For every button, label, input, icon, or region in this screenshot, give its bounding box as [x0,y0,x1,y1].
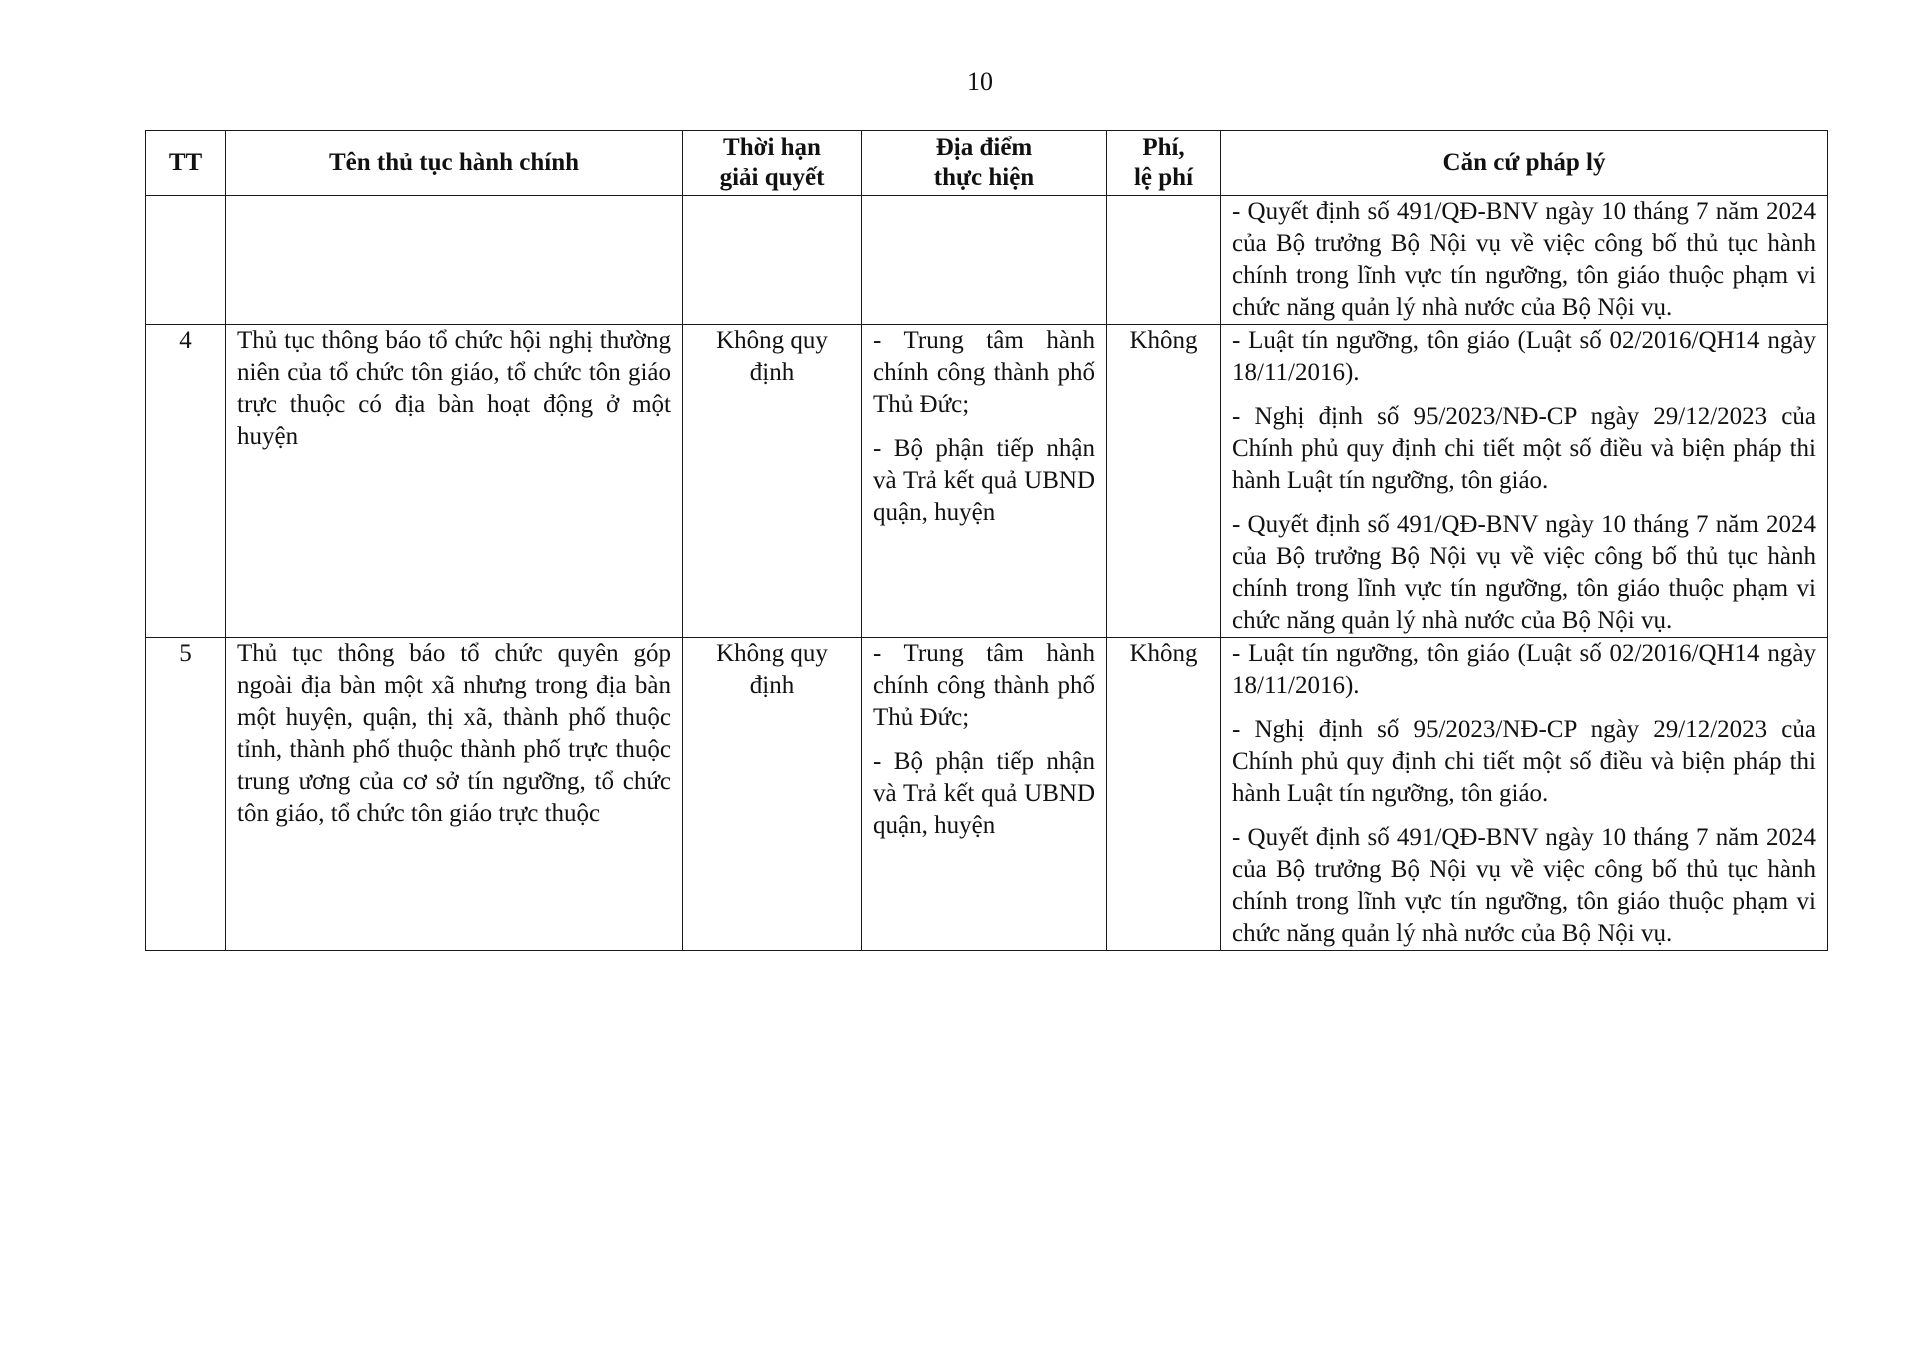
row-procedure-name: Thủ tục thông báo tổ chức quyên góp ngoài địa bàn một xã nhưng trong địa bàn một huyện, quận, thị xã, thành phố thuộc tỉnh, thành phố thuộc thành phố trực thuộc trung ương của cơ sở tín ngưỡng, tổ chức tôn giáo, tổ chức tôn giáo trực thuộc [226,638,683,951]
legal-item: - Quyết định số 491/QĐ-BNV ngày 10 tháng 7 năm 2024 của Bộ trưởng Bộ Nội vụ về việc công bố thủ tục hành chính trong lĩnh vực tín ngưỡng, tôn giáo thuộc phạm vi chức năng quản lý nhà nước của Bộ Nội vụ. [1232,824,1816,947]
location-item: - Trung tâm hành chính công thành phố Thủ Đức; [873,640,1095,731]
row-procedure-name [226,196,683,325]
legal-item: - Quyết định số 491/QĐ-BNV ngày 10 tháng 7 năm 2024 của Bộ trưởng Bộ Nội vụ về việc công bố thủ tục hành chính trong lĩnh vực tín ngưỡng, tôn giáo thuộc phạm vi chức năng quản lý nhà nước của Bộ Nội vụ. [1232,511,1816,634]
row-fee: Không [1107,638,1221,951]
row-processing-time: Không quy định [683,325,862,638]
table-row [146,196,1828,325]
header-legal-basis: Căn cứ pháp lý [1221,131,1828,196]
legal-item: - Quyết định số 491/QĐ-BNV ngày 10 tháng 7 năm 2024 của Bộ trưởng Bộ Nội vụ về việc công bố thủ tục hành chính trong lĩnh vực tín ngưỡng, tôn giáo thuộc phạm vi chức năng quản lý nhà nước của Bộ Nội vụ. [1232,198,1816,321]
header-fee [1107,131,1221,196]
header-fee-line1: Phí, [1142,134,1185,161]
legal-item: - Luật tín ngưỡng, tôn giáo (Luật số 02/2016/QH14 ngày 18/11/2016). [1232,640,1816,699]
row-processing-time [683,196,862,325]
location-item: - Trung tâm hành chính công thành phố Thủ Đức; [873,327,1095,418]
header-procedure-name: Tên thủ tục hành chính [226,131,683,196]
location-item: - Bộ phận tiếp nhận và Trả kết quả UBND quận, huyện [873,748,1095,839]
header-processing-time-line2: giải quyết [719,164,825,191]
row-legal-basis [1221,638,1828,951]
location-item: - Bộ phận tiếp nhận và Trả kết quả UBND quận, huyện [873,435,1095,526]
row-fee [1107,196,1221,325]
header-fee-line2: lệ phí [1133,164,1194,191]
row-legal-basis [1221,325,1828,638]
legal-item: - Nghị định số 95/2023/NĐ-CP ngày 29/12/2023 của Chính phủ quy định chi tiết một số điều và biện pháp thi hành Luật tín ngưỡng, tôn giáo. [1232,403,1816,494]
row-processing-time: Không quy định [683,638,862,951]
table-row [146,638,1828,951]
row-location [862,638,1107,951]
page-number: 10 [967,67,993,96]
header-location [862,131,1107,196]
legal-item: - Nghị định số 95/2023/NĐ-CP ngày 29/12/2023 của Chính phủ quy định chi tiết một số điều và biện pháp thi hành Luật tín ngưỡng, tôn giáo. [1232,716,1816,807]
row-location [862,325,1107,638]
header-tt: TT [146,131,226,196]
row-tt: 5 [146,638,226,951]
header-processing-time [683,131,862,196]
table-row [146,325,1828,638]
row-procedure-name: Thủ tục thông báo tổ chức hội nghị thường niên của tổ chức tôn giáo, tổ chức tôn giáo trực thuộc có địa bàn hoạt động ở một huyện [226,325,683,638]
legal-item: - Luật tín ngưỡng, tôn giáo (Luật số 02/2016/QH14 ngày 18/11/2016). [1232,327,1816,386]
row-fee: Không [1107,325,1221,638]
row-tt: 4 [146,325,226,638]
row-legal-basis [1221,196,1828,325]
header-processing-time-line1: Thời hạn [723,134,821,161]
header-location-line1: Địa điểm [935,134,1033,161]
header-location-line2: thực hiện [933,164,1035,191]
table-header-row [146,131,1828,196]
row-tt [146,196,226,325]
procedures-table [145,130,1828,951]
row-location [862,196,1107,325]
